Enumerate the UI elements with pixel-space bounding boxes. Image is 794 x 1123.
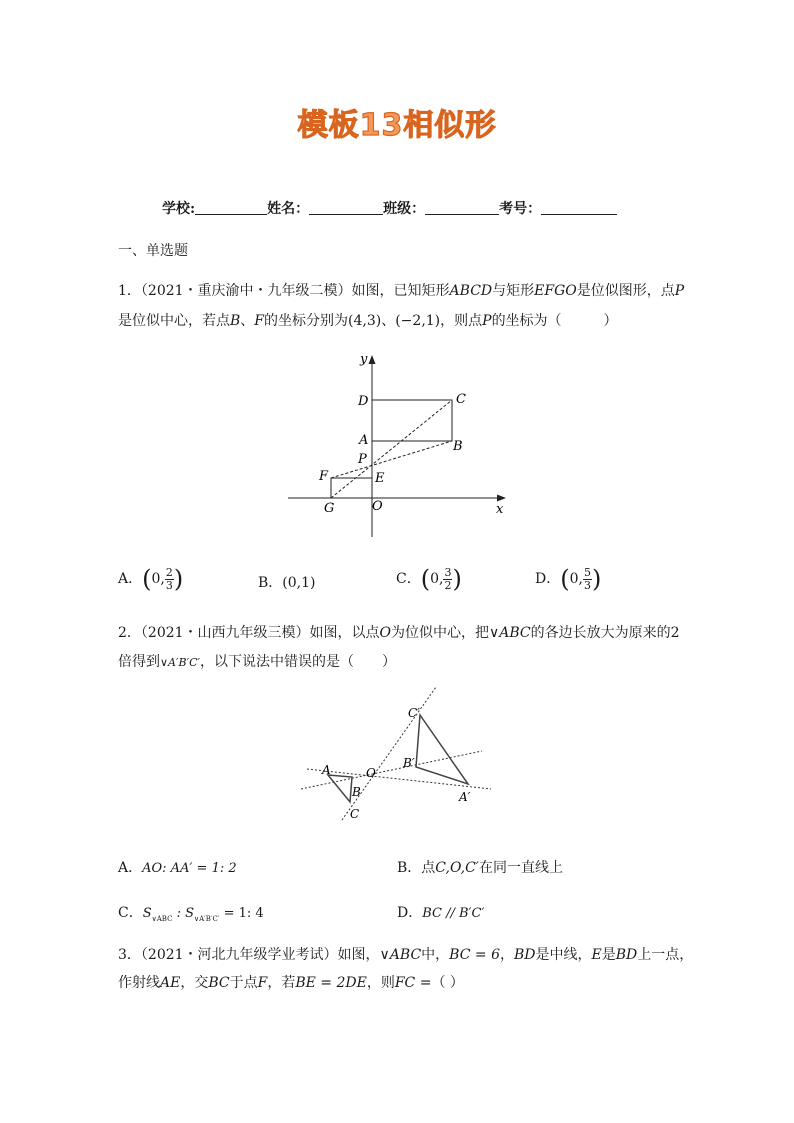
label-c: C [456, 392, 466, 407]
exam-no-label: 考号： [499, 201, 542, 217]
q1-option-b[interactable]: B．(0,1) [258, 575, 316, 591]
question-2-figure [295, 685, 495, 827]
school-blank[interactable] [195, 200, 267, 215]
label-o: O [372, 499, 383, 514]
label-b: B [352, 785, 361, 799]
dashed-line-gc [331, 400, 452, 498]
label-o: O [366, 766, 376, 780]
label-b: B [453, 439, 463, 454]
label-x: x [496, 502, 504, 517]
q2-option-a[interactable]: A．AO: AA′ = 1: 2 [118, 860, 237, 876]
label-a: A [322, 763, 331, 777]
q1-option-d[interactable]: D．(0, $\frac{5}{3}$ ) [535, 565, 602, 593]
label-a-prime: A′ [459, 790, 471, 804]
label-c-prime: C′ [408, 706, 420, 720]
q2-option-b[interactable]: B．点C,O,C′在同一直线上 [397, 860, 563, 876]
question-2-line-2: 倍得到∨A′B′C′，以下说法中错误的是（ ） [118, 654, 396, 670]
name-blank[interactable] [309, 200, 383, 215]
page-title: 模板13相似形 [297, 108, 497, 143]
question-3-line-1: 3．（2021・河北九年级学业考试）如图，∨ABC中，BC = 6，BD是中线，E是BD上一点， [118, 947, 694, 963]
question-1-figure [280, 345, 520, 545]
q1-option-c[interactable]: C．(0, $\frac{3}{2}$ ) [396, 565, 462, 593]
label-b-prime: B′ [403, 756, 415, 770]
label-c: C [350, 807, 360, 821]
x-axis-arrow-icon [497, 495, 506, 502]
label-d: D [358, 394, 369, 409]
student-info-line [162, 198, 617, 218]
dashed-line-fb [331, 441, 452, 478]
y-axis-arrow-icon [369, 355, 376, 364]
question-2-line-1: 2．（2021・山西九年级三模）如图，以点O为位似中心，把∨ABC的各边长放大为原来的2 [118, 625, 680, 641]
q2-option-d[interactable]: D．BC // B′C′ [397, 905, 485, 921]
label-g: G [324, 501, 335, 516]
label-e: E [375, 471, 385, 486]
label-p: P [358, 452, 367, 467]
class-label: 班级： [383, 201, 426, 217]
q1-option-a[interactable]: A．(0, $\frac{2}{3}$ ) [118, 565, 184, 593]
triangle-a1b1c1 [416, 715, 468, 784]
label-f: F [319, 469, 329, 484]
dashed-line-aa [307, 769, 491, 789]
q2-option-c[interactable]: C．$S_{\vee ABC}$ : $S_{\vee A'B'C'} = 1$: 4 [118, 905, 264, 923]
rectangle-abcd [372, 400, 452, 441]
school-label: 学校: [162, 201, 196, 217]
label-y: y [360, 352, 368, 367]
exam-no-blank[interactable] [541, 200, 617, 215]
question-1-line-1: 1．（2021・重庆渝中・九年级二模）如图，已知矩形ABCD与矩形EFGO是位似图形，点P [118, 283, 685, 299]
section-heading: 一、单选题 [118, 243, 188, 259]
class-blank[interactable] [425, 200, 499, 215]
question-3-line-2: 作射线AE，交BC于点F，若BE = 2DE，则FC =（ ） [118, 975, 464, 991]
label-a: A [359, 433, 369, 448]
dashed-line-cc [342, 687, 436, 820]
name-label: 姓名： [267, 201, 310, 217]
question-1-line-2: 是位似中心，若点B、F的坐标分别为(4,3)、(−2,1)，则点P的坐标为（ ） [118, 313, 618, 329]
